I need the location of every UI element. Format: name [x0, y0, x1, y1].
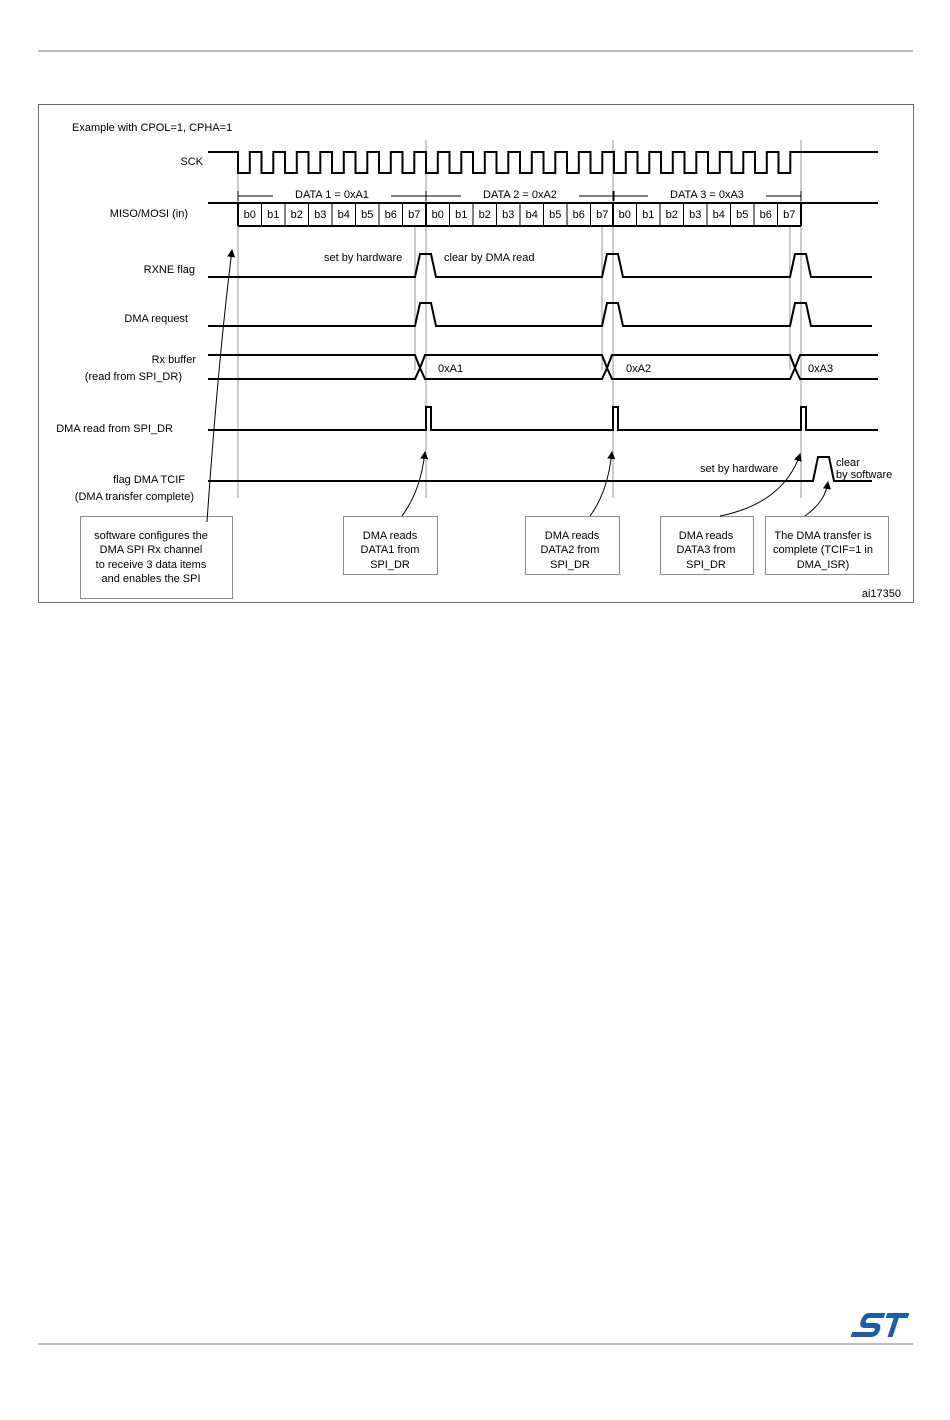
bit-label: b1	[455, 209, 468, 221]
callout-4-line-2: DATA3 from	[676, 544, 736, 556]
arrow-transfer-complete	[805, 482, 828, 516]
label-sck: SCK	[180, 156, 203, 168]
rx-buffer-value-1: 0xA1	[438, 363, 464, 375]
bit-label: b4	[337, 209, 350, 221]
callout-2-line-1: DMA reads	[362, 530, 418, 542]
rx-buffer-value-3: 0xA3	[808, 363, 834, 375]
bit-label: b2	[665, 209, 678, 221]
bit-label: b7	[596, 209, 609, 221]
figure-title: Example with CPOL=1, CPHA=1	[72, 122, 233, 134]
callout-5-line-3: DMA_ISR)	[796, 559, 850, 571]
rx-buffer-bus-top	[208, 355, 878, 368]
callout-3-line-3: SPI_DR	[550, 559, 590, 571]
frame-label: DATA 1 = 0xA1	[295, 189, 369, 201]
bit-label: b6	[759, 209, 772, 221]
label-miso-mosi: MISO/MOSI (in)	[109, 208, 188, 220]
miso-mosi-bit-cells	[208, 203, 878, 226]
bit-label: b3	[689, 209, 702, 221]
callout-2-line-3: SPI_DR	[370, 559, 410, 571]
tcif-clear-label-1: clear	[836, 457, 860, 469]
label-rxne: RXNE flag	[143, 264, 195, 276]
callout-5-line-1: The DMA transfer is	[774, 530, 872, 542]
label-dma-read: DMA read from SPI_DR	[56, 423, 173, 435]
bit-label: b5	[361, 209, 374, 221]
rxne-clear-label: clear by DMA read	[444, 252, 535, 264]
callout-3-line-1: DMA reads	[544, 530, 600, 542]
callout-transfer-complete	[766, 517, 889, 575]
bit-label: b5	[736, 209, 749, 221]
callout-dma-reads-data3	[661, 517, 754, 575]
bit-label: b3	[314, 209, 327, 221]
callout-5-line-2: complete (TCIF=1 in	[773, 544, 873, 556]
callout-software-configures	[81, 517, 233, 599]
bit-label: b7	[783, 209, 796, 221]
callout-2-line-2: DATA1 from	[360, 544, 420, 556]
bit-label: b4	[712, 209, 725, 221]
callout-1-line-4: and enables the SPI	[101, 573, 201, 585]
figure-id: ai17350	[861, 588, 901, 600]
bit-label: b3	[502, 209, 515, 221]
rx-buffer-value-2: 0xA2	[626, 363, 652, 375]
dma-request-waveform	[208, 303, 872, 326]
rxne-waveform	[208, 254, 872, 277]
label-tcif-1: flag DMA TCIF	[113, 474, 185, 486]
bit-label: b0	[618, 209, 631, 221]
label-dma-request: DMA request	[124, 313, 188, 325]
tcif-clear-label-2: by software	[836, 469, 893, 481]
callout-1-line-2: DMA SPI Rx channel	[99, 544, 203, 556]
callout-4-line-1: DMA reads	[678, 530, 734, 542]
callout-dma-reads-data2	[526, 517, 620, 575]
data-frame-headers	[238, 188, 801, 201]
callout-3-line-2: DATA2 from	[540, 544, 600, 556]
sck-waveform	[208, 152, 878, 173]
callout-4-line-3: SPI_DR	[686, 559, 726, 571]
bit-label: b6	[572, 209, 585, 221]
bit-label: b1	[642, 209, 655, 221]
callout-1-line-3: to receive 3 data items	[95, 559, 207, 571]
dma-read-waveform	[208, 407, 878, 430]
bit-label: b1	[267, 209, 280, 221]
st-logo-icon	[851, 1313, 910, 1337]
arrow-dma-reads-data1	[402, 452, 425, 516]
bit-label: b0	[243, 209, 256, 221]
frame-label: DATA 3 = 0xA3	[670, 189, 744, 201]
callout-1-line-1: software configures the	[94, 530, 208, 542]
bit-label: b4	[525, 209, 538, 221]
bit-label: b2	[478, 209, 491, 221]
label-rx-buffer-1: Rx buffer	[151, 354, 196, 366]
bit-label: b5	[549, 209, 562, 221]
rx-buffer-bus-bottom	[208, 368, 878, 379]
label-rx-buffer-2: (read from SPI_DR)	[84, 371, 182, 383]
tcif-set-label: set by hardware	[700, 463, 779, 475]
rxne-set-label: set by hardware	[324, 252, 403, 264]
label-tcif-2: (DMA transfer complete)	[74, 491, 194, 503]
arrow-dma-reads-data2	[590, 452, 612, 516]
frame-label: DATA 2 = 0xA2	[483, 189, 557, 201]
bit-label: b6	[384, 209, 397, 221]
callout-dma-reads-data1	[344, 517, 438, 575]
bit-label: b0	[431, 209, 444, 221]
bit-label: b7	[408, 209, 421, 221]
bit-label: b2	[290, 209, 303, 221]
